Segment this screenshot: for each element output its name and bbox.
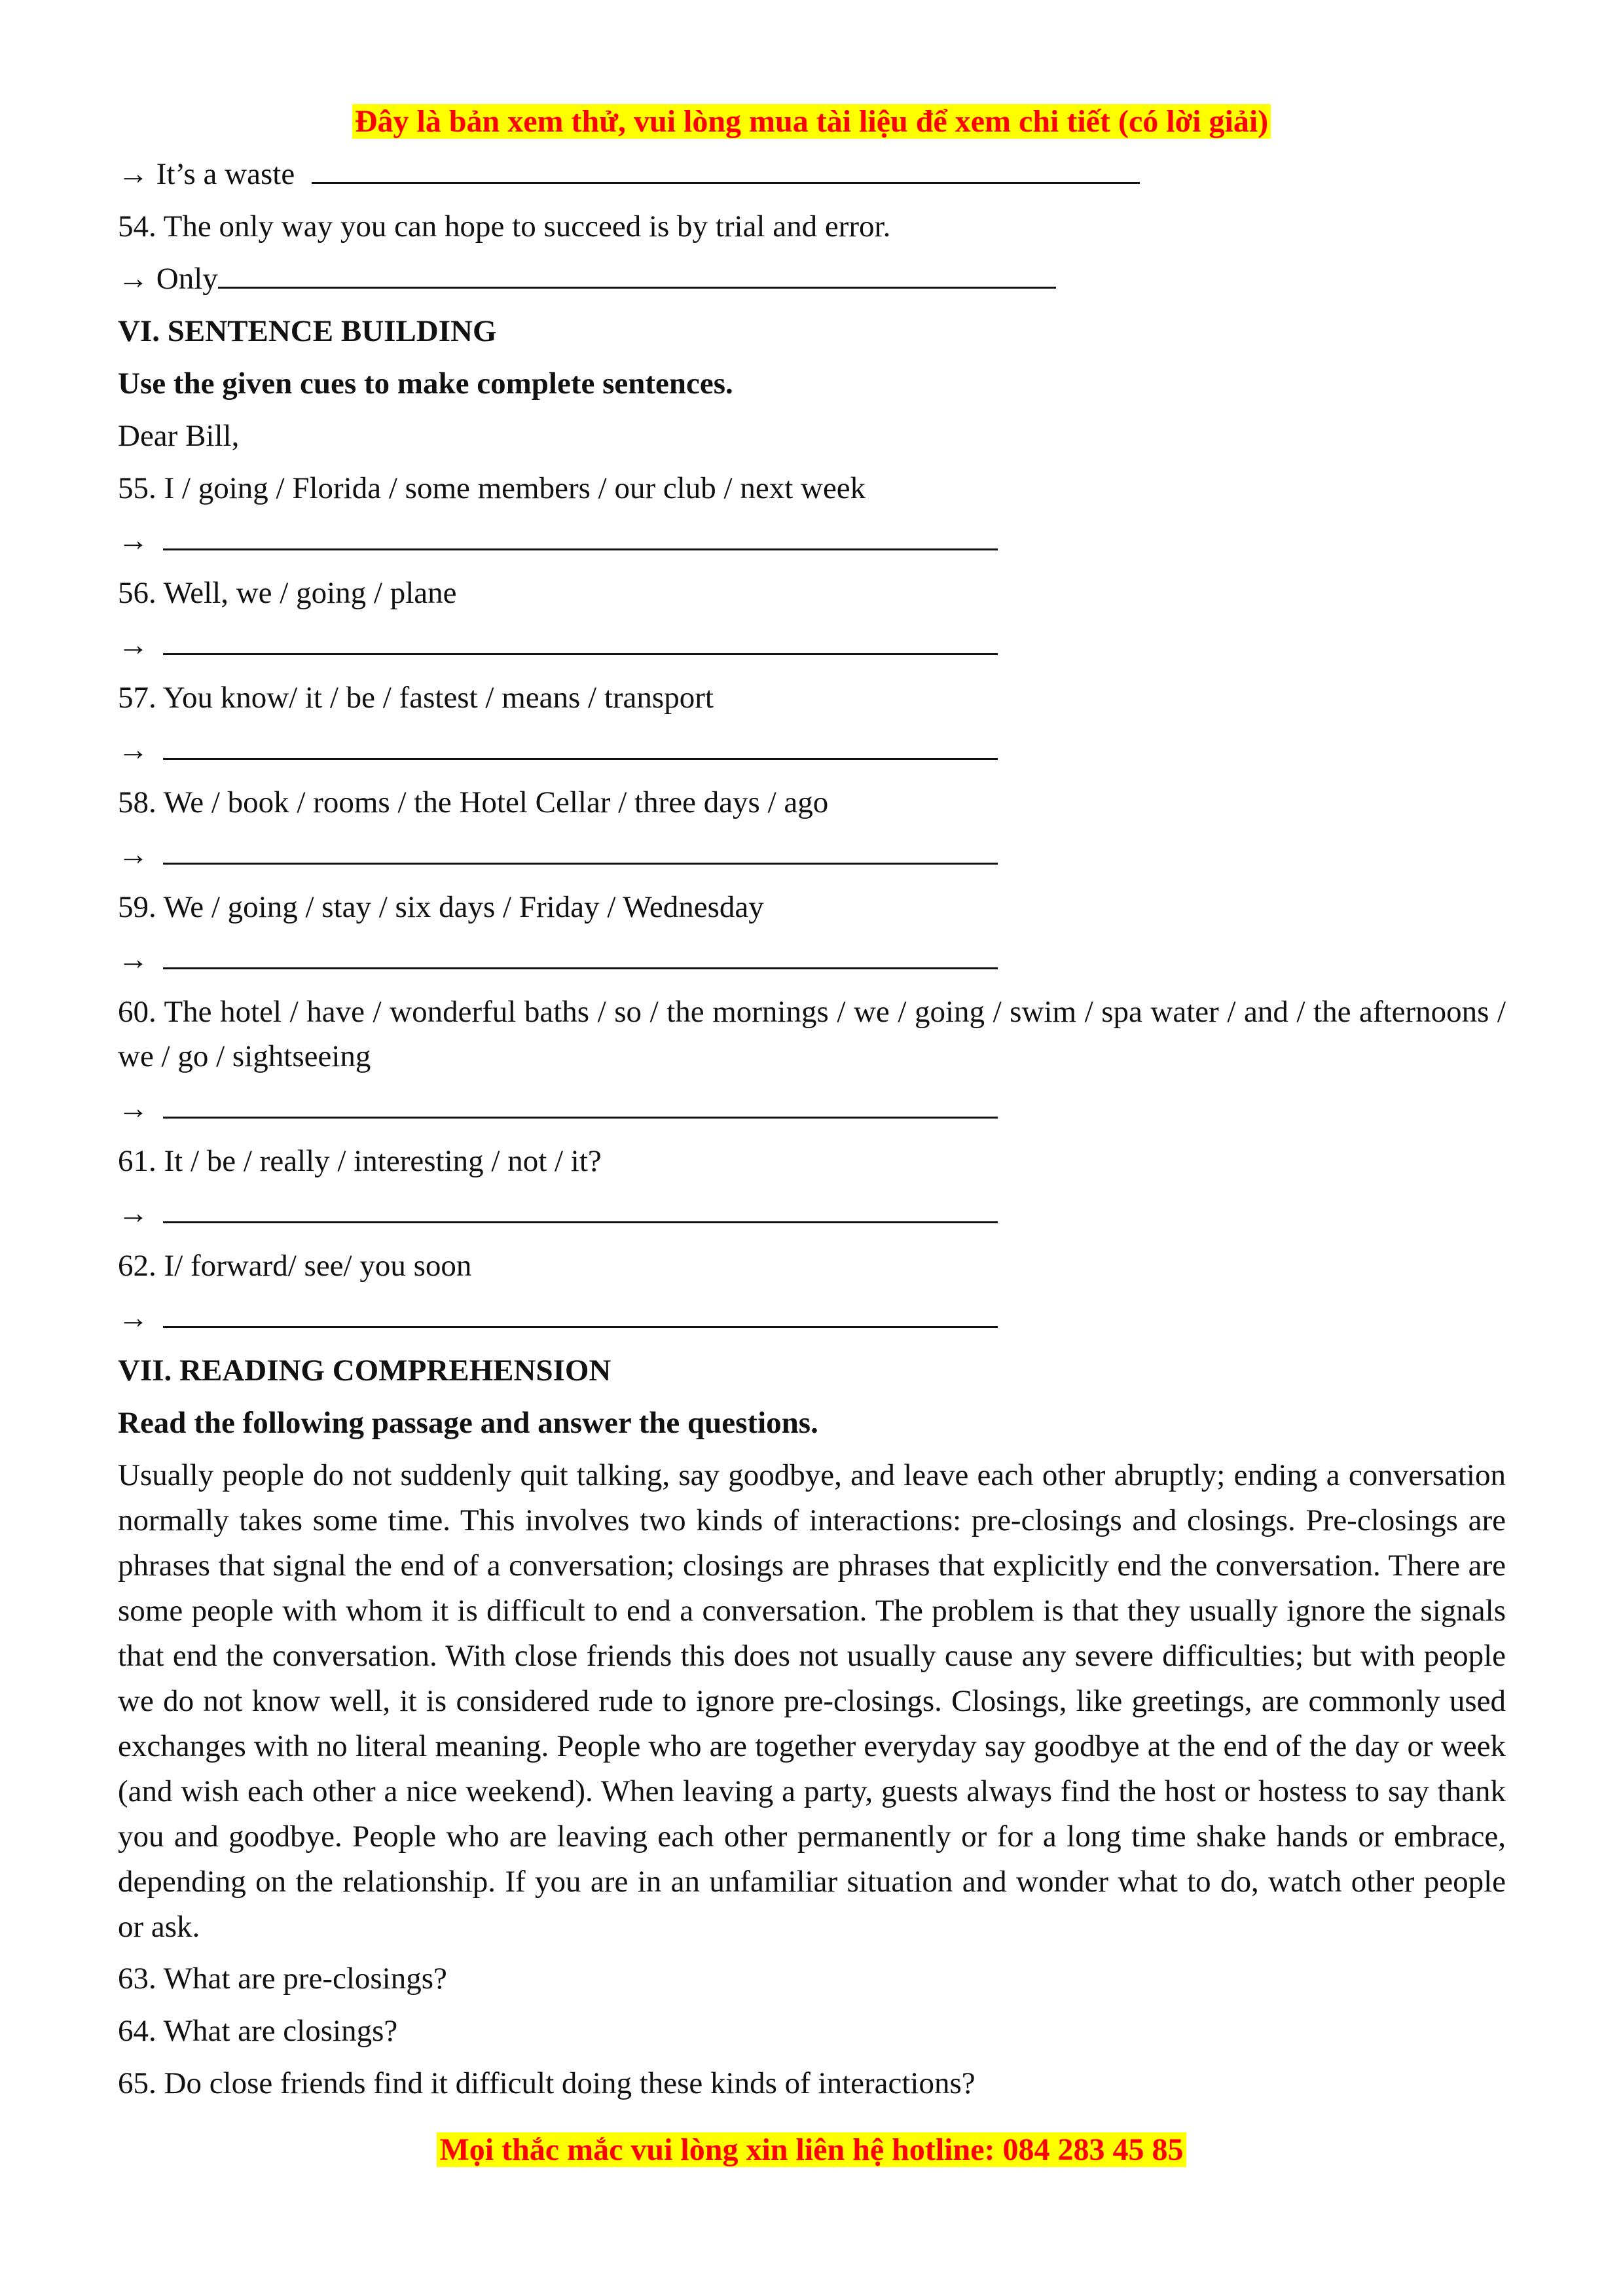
preview-notice-banner <box>0 102 1623 141</box>
question-65: 65. Do close friends find it difficult doing these kinds of interactions? <box>118 2066 976 2100</box>
section-7-instruction: Read the following passage and answer the questions. <box>118 1406 818 1440</box>
q54-answer-line <box>118 257 1506 301</box>
question-64: 64. What are closings? <box>118 2014 398 2048</box>
question-58: 58. We / book / rooms / the Hotel Cellar / three days / ago <box>118 785 829 819</box>
answer-blank[interactable] <box>163 834 998 865</box>
question-57: 57. You know/ it / be / fastest / means / transport <box>118 681 714 715</box>
reading-passage: Usually people do not suddenly quit talking, say goodbye, and leave each other abruptly; ending a conversation normally takes some time. This involves two kinds of interactions: pre-closings and closings. Pre-closings are phrases that signal the end of a conversation; closings are phrases that explicitly end the conversation. There are some people with whom it is difficult to end a conversation. The problem is that they usually ignore the signals that end the conversation. With close friends this does not usually cause any severe difficulties; but with people we do not know well, it is considered rude to ignore pre-closings. Closings, like greetings, are commonly used exchanges with no literal meaning. People who are together everyday say goodbye at the end of the day or week (and wish each other a nice weekend). When leaving a party, guests always find the host or hostess to say thank you and goodbye. People who are leaving each other permanently or for a long time shake hands or embrace, depending on the relationship. If you are in an unfamiliar situation and wonder what to do, watch other people or ask. <box>118 1458 1506 1944</box>
arrow-icon: → <box>118 942 149 977</box>
q53-answer-line <box>118 152 1506 196</box>
question-54: 54. The only way you can hope to succeed is by trial and error. <box>118 209 891 243</box>
answer-blank[interactable] <box>312 153 1140 184</box>
arrow-icon: → <box>118 1301 149 1335</box>
arrow-icon: → <box>118 157 149 191</box>
answer-blank[interactable] <box>163 1088 998 1119</box>
question-55: 55. I / going / Florida / some members / our club / next week <box>118 471 866 505</box>
section-7-title: VII. READING COMPREHENSION <box>118 1354 611 1388</box>
question-62: 62. I/ forward/ see/ you soon <box>118 1249 472 1283</box>
answer-prefix: Only <box>156 262 218 296</box>
answer-blank[interactable] <box>163 1193 998 1223</box>
answer-blank[interactable] <box>163 520 998 550</box>
section-6-instruction: Use the given cues to make complete sentences. <box>118 367 733 401</box>
answer-prefix: It’s a waste <box>156 157 295 191</box>
answer-blank[interactable] <box>163 939 998 969</box>
section-6-title: VI. SENTENCE BUILDING <box>118 314 497 348</box>
letter-greeting: Dear Bill, <box>118 419 240 453</box>
arrow-icon: → <box>118 262 149 296</box>
hotline-notice-text: Mọi thắc mắc vui lòng xin liên hệ hotline: 084 283 45 85 <box>437 2132 1186 2167</box>
q61-answer-line <box>118 1191 1506 1236</box>
answer-blank[interactable] <box>163 729 998 760</box>
arrow-icon: → <box>118 1092 149 1126</box>
arrow-icon: → <box>118 1196 149 1230</box>
q60-answer-line <box>118 1086 1506 1131</box>
q57-answer-line <box>118 728 1506 772</box>
worksheet-content <box>118 152 1506 2113</box>
answer-blank[interactable] <box>218 258 1056 289</box>
q56-answer-line <box>118 623 1506 668</box>
q55-answer-line <box>118 518 1506 563</box>
arrow-icon: → <box>118 628 149 662</box>
arrow-icon: → <box>118 524 149 558</box>
hotline-notice-banner <box>0 2130 1623 2170</box>
arrow-icon: → <box>118 733 149 767</box>
question-56: 56. Well, we / going / plane <box>118 576 457 610</box>
question-59: 59. We / going / stay / six days / Friday / Wednesday <box>118 890 764 924</box>
answer-blank[interactable] <box>163 624 998 655</box>
q58-answer-line <box>118 833 1506 877</box>
q59-answer-line <box>118 937 1506 982</box>
answer-blank[interactable] <box>163 1297 998 1328</box>
question-63: 63. What are pre-closings? <box>118 1962 447 1996</box>
question-60: 60. The hotel / have / wonderful baths / so / the mornings / we / going / swim / spa water / and / the afternoons / we / go / sightseeing <box>118 995 1506 1073</box>
q62-answer-line <box>118 1296 1506 1340</box>
arrow-icon: → <box>118 838 149 872</box>
preview-notice-text: Đây là bản xem thử, vui lòng mua tài liệu để xem chi tiết (có lời giải) <box>352 104 1271 139</box>
question-61: 61. It / be / really / interesting / not / it? <box>118 1144 602 1178</box>
